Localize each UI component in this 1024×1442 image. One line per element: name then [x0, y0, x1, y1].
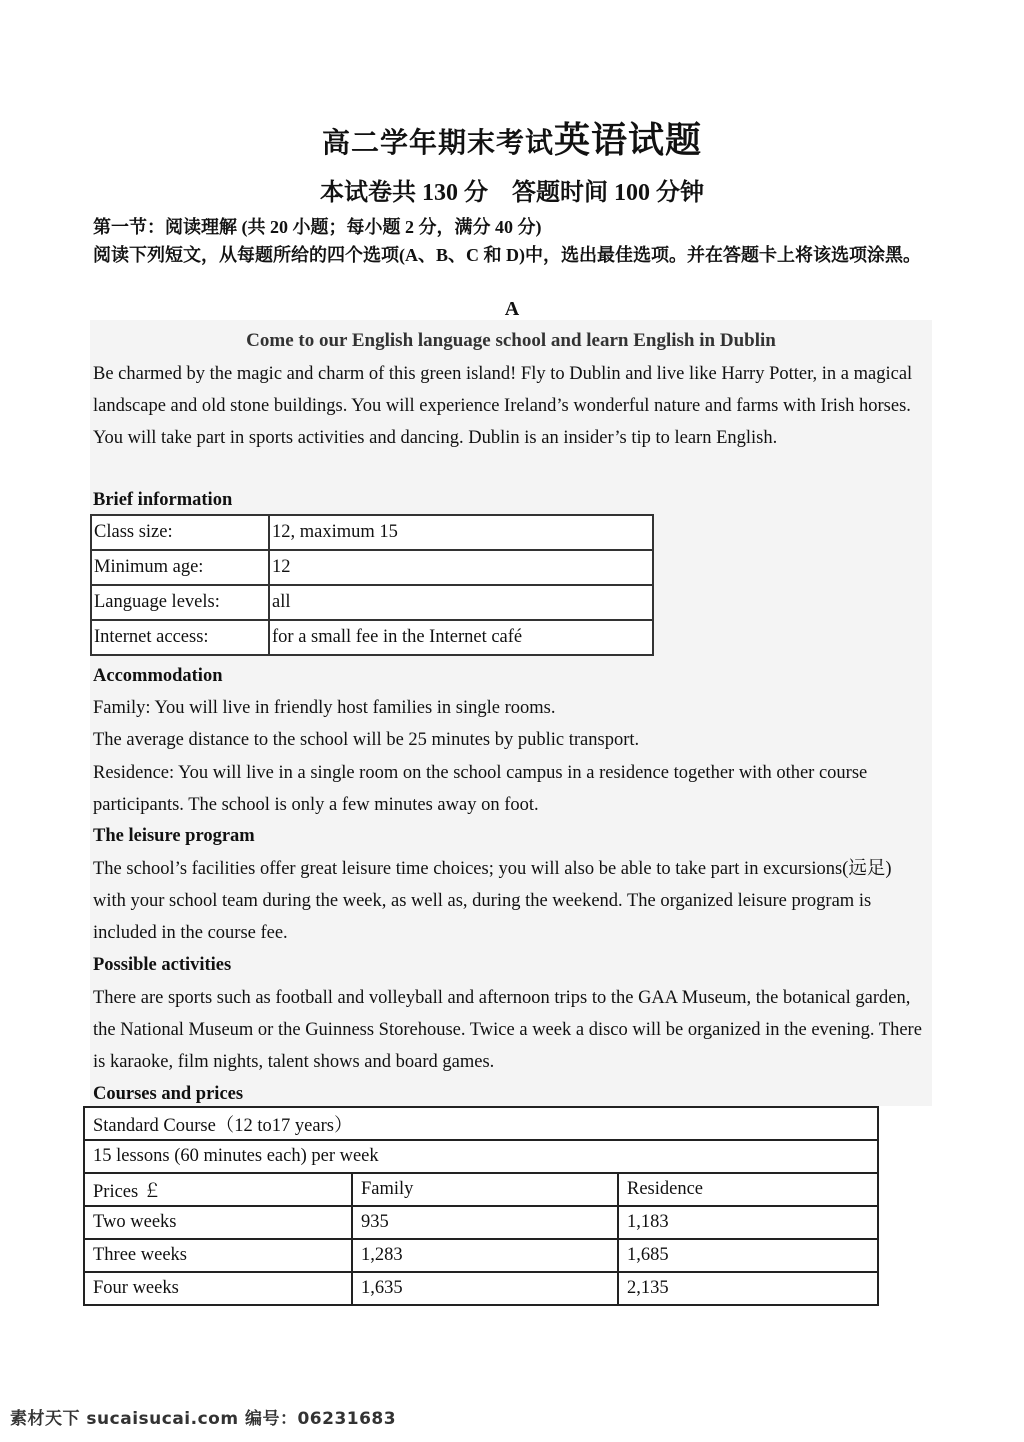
brief-value: for a small fee in the Internet café: [269, 620, 653, 655]
table-cell: 935: [352, 1206, 618, 1239]
table-cell: 1,635: [352, 1272, 618, 1305]
exam-info: 本试卷共 130 分 答题时间 100 分钟: [320, 180, 704, 206]
courses-prices-table: [83, 1106, 879, 1306]
header-cell: Prices ￡: [84, 1173, 352, 1206]
brief-label: Internet access:: [91, 620, 269, 655]
brief-value: all: [269, 585, 653, 620]
intro-paragraph: Be charmed by the magic and charm of this green island! Fly to Dublin and live like Harry Potter, in a magical landscape and old stone buildings. You will experience Ireland’s wonderful nature and farms with Irish horses. You will take part in sports activities and dancing. Dublin is an insider’s tip to learn English.: [93, 364, 913, 448]
table-row: [84, 1107, 878, 1140]
activities-text: There are sports such as football and volleyball and afternoon trips to the GAA Museum, the botanical garden, the National Museum or the Guinness Storehouse. Twice a week a disco will be organized in the evening. There is karaoke, film nights, talent shows and board games.: [93, 988, 922, 1072]
table-cell: Three weeks: [84, 1239, 352, 1272]
course-name: Standard Course（12 to17 years）: [84, 1107, 878, 1140]
section-instructions: 阅读下列短文，从每题所给的四个选项(A、B、C 和 D)中，选出最佳选项。并在答题卡上将该选项涂黑。: [93, 245, 921, 265]
activities-heading: Possible activities: [93, 955, 232, 975]
brief-value: 12: [269, 550, 653, 585]
family-text: Family: You will live in friendly host families in single rooms.: [93, 698, 556, 718]
table-cell: 1,283: [352, 1239, 618, 1272]
table-row: [84, 1239, 878, 1272]
title-main: 高二学年期末考试: [321, 128, 554, 159]
brief-label: Language levels:: [91, 585, 269, 620]
leisure-heading: The leisure program: [93, 826, 255, 846]
passage-title: Come to our English language school and learn English in Dublin: [246, 330, 776, 351]
header-cell: Family: [352, 1173, 618, 1206]
brief-label: Minimum age:: [91, 550, 269, 585]
header-cell: Residence: [618, 1173, 878, 1206]
page-title: [0, 112, 1024, 163]
brief-label: Class size:: [91, 515, 269, 550]
brief-heading: Brief information: [93, 490, 233, 510]
brief-info-table: [90, 514, 654, 656]
table-header-row: [84, 1173, 878, 1206]
distance-text: The average distance to the school will be 25 minutes by public transport.: [93, 730, 640, 750]
table-row: [91, 515, 653, 550]
table-cell: 2,135: [618, 1272, 878, 1305]
table-row: [84, 1206, 878, 1239]
table-row: [91, 550, 653, 585]
leisure-text: The school’s facilities offer great leisure time choices; you will also be able to take part in excursions(远足) with your school team during the week, as well as, during the weekend. The organized leisure program is included in the course fee.: [93, 859, 892, 943]
courses-heading: Courses and prices: [93, 1084, 244, 1104]
title-subject: 英语试题: [554, 120, 703, 160]
passage-letter: A: [504, 298, 520, 320]
watermark: 素材天下 sucaisucai.com 编号：06231683: [10, 1409, 397, 1429]
table-row: [84, 1140, 878, 1173]
residence-text: Residence: You will live in a single room on the school campus in a residence together with other course participants. The school is only a few minutes away on foot.: [93, 763, 868, 815]
table-cell: 1,183: [618, 1206, 878, 1239]
brief-value: 12, maximum 15: [269, 515, 653, 550]
table-row: [84, 1272, 878, 1305]
table-cell: Four weeks: [84, 1272, 352, 1305]
table-row: [91, 620, 653, 655]
section-heading: 第一节：阅读理解 (共 20 小题；每小题 2 分，满分 40 分): [93, 217, 542, 237]
course-lessons: 15 lessons (60 minutes each) per week: [84, 1140, 878, 1173]
table-row: [91, 585, 653, 620]
table-cell: 1,685: [618, 1239, 878, 1272]
accommodation-heading: Accommodation: [93, 666, 223, 686]
table-cell: Two weeks: [84, 1206, 352, 1239]
